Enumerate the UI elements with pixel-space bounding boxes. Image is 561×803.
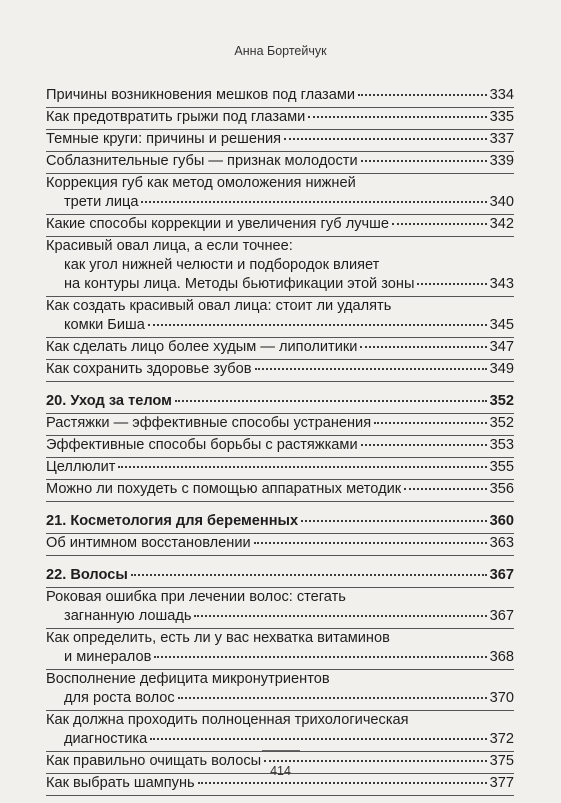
toc-entry-title: Как создать красивый овал лица: стоит ли удалять <box>46 298 392 314</box>
toc-entry-rule <box>46 501 514 502</box>
toc-entry-line <box>46 730 514 749</box>
toc-entry-title: Растяжки — эффективные способы устранения <box>46 415 372 431</box>
toc-leader-dots <box>404 488 487 490</box>
toc-page-number: 353 <box>489 437 514 453</box>
toc-entry-line <box>46 297 514 316</box>
toc-entry-title: на контуры лица. Методы бьютификации этой зоны <box>64 276 415 292</box>
toc-leader-dots <box>141 201 486 203</box>
toc-leader-dots <box>392 223 487 225</box>
toc-entry-line <box>46 316 514 335</box>
toc-entry-title: Как правильно очищать волосы <box>46 753 262 769</box>
toc-entry-title: для роста волос <box>64 690 175 706</box>
toc-leader-dots <box>264 760 487 762</box>
toc-page-number: 360 <box>489 513 514 529</box>
toc-leader-dots <box>308 116 486 118</box>
toc-entry-line <box>46 130 514 149</box>
toc-page-number: 342 <box>489 216 514 232</box>
toc-entry-line <box>46 648 514 667</box>
toc-entry <box>46 480 514 502</box>
toc-entry-title: Об интимном восстановлении <box>46 535 251 551</box>
toc-page-number: 349 <box>489 361 514 377</box>
toc-page-number: 363 <box>489 535 514 551</box>
toc-entry-line <box>46 237 514 256</box>
toc-leader-dots <box>118 466 486 468</box>
toc-entry-title: Темные круги: причины и решения <box>46 131 282 147</box>
toc-page-number: 337 <box>489 131 514 147</box>
toc-page-number: 347 <box>489 339 514 355</box>
toc-entry <box>46 670 514 711</box>
toc-entry-title: Как предотвратить грыжи под глазами <box>46 109 306 125</box>
toc-leader-dots <box>198 782 487 784</box>
toc-entry-title: Целлюлит <box>46 459 116 475</box>
toc-leader-dots <box>150 738 486 740</box>
toc-entry-line <box>46 436 514 455</box>
toc-leader-dots <box>255 368 487 370</box>
toc-entry-title: Можно ли похудеть с помощью аппаратных методик <box>46 481 402 497</box>
toc-entry-title: 20. Уход за телом <box>46 393 172 409</box>
toc-page-number: 370 <box>489 690 514 706</box>
toc-entry-line <box>46 174 514 193</box>
toc-entry-line <box>46 588 514 607</box>
toc-entry <box>46 360 514 382</box>
toc-entry-title: Как выбрать шампунь <box>46 775 195 791</box>
toc-entry-line <box>46 215 514 234</box>
toc-entry-title: как угол нижней челюсти и подбородок влияет <box>64 257 380 273</box>
toc-page-number: 372 <box>489 731 514 747</box>
toc-entry-title: Коррекция губ как метод омоложения нижней <box>46 175 356 191</box>
toc-entry-title: Как сделать лицо более худым — липолитики <box>46 339 358 355</box>
toc-leader-dots <box>284 138 487 140</box>
toc-entry-line <box>46 414 514 433</box>
toc-entry-title: Красивый овал лица, а если точнее: <box>46 238 293 254</box>
toc-leader-dots <box>301 520 487 522</box>
toc-leader-dots <box>254 542 487 544</box>
toc-entry-title: Эффективные способы борьбы с растяжками <box>46 437 358 453</box>
toc-entry-rule <box>46 555 514 556</box>
toc-entry-title: Как должна проходить полноценная трихологическая <box>46 712 409 728</box>
toc-entry-line <box>46 86 514 105</box>
toc-entry <box>46 174 514 215</box>
toc-page-number: 334 <box>489 87 514 103</box>
toc-leader-dots <box>360 346 486 348</box>
toc-entry-title: Восполнение дефицита микронутриентов <box>46 671 330 687</box>
toc-entry-title: трети лица <box>64 194 139 210</box>
toc-page-number: 377 <box>489 775 514 791</box>
toc-entry-title: Как определить, есть ли у вас нехватка витаминов <box>46 630 390 646</box>
toc-page-number: 375 <box>489 753 514 769</box>
toc-entry <box>46 436 514 458</box>
toc-page-number: 368 <box>489 649 514 665</box>
toc-page-number: 355 <box>489 459 514 475</box>
toc-leader-dots <box>417 283 486 285</box>
toc-leader-dots <box>361 444 487 446</box>
toc-entry-title: диагностика <box>64 731 148 747</box>
toc-entry <box>46 338 514 360</box>
toc-entry-title: комки Биша <box>64 317 145 333</box>
toc-entry-line <box>46 480 514 499</box>
toc-entry-line <box>46 152 514 171</box>
toc-entry-title: Соблазнительные губы — признак молодости <box>46 153 358 169</box>
toc-entry-line <box>46 711 514 730</box>
toc-entry-line <box>46 360 514 379</box>
toc-entry-line <box>46 338 514 357</box>
toc-entry-rule <box>46 795 514 796</box>
toc-page-number: 340 <box>489 194 514 210</box>
toc-entry-line <box>46 275 514 294</box>
toc-page-number: 352 <box>489 415 514 431</box>
toc-page-number: 367 <box>489 608 514 624</box>
toc-entry-rule <box>46 381 514 382</box>
toc-entry-line <box>46 670 514 689</box>
toc-entry-line <box>46 256 514 275</box>
table-of-contents <box>46 86 514 796</box>
toc-entry-title: Как сохранить здоровье зубов <box>46 361 252 377</box>
toc-entry-line <box>46 392 514 411</box>
toc-entry <box>46 414 514 436</box>
toc-leader-dots <box>154 656 486 658</box>
toc-page-number: 343 <box>489 276 514 292</box>
toc-leader-dots <box>361 160 487 162</box>
toc-entry <box>46 458 514 480</box>
toc-entry <box>46 86 514 108</box>
toc-entry-line <box>46 193 514 212</box>
toc-entry <box>46 588 514 629</box>
toc-entry-title: и минералов <box>64 649 152 665</box>
toc-entry-title: 21. Косметология для беременных <box>46 513 299 529</box>
toc-leader-dots <box>131 574 487 576</box>
toc-entry <box>46 152 514 174</box>
toc-entry <box>46 512 514 534</box>
toc-leader-dots <box>178 697 487 699</box>
toc-page-number: 339 <box>489 153 514 169</box>
toc-leader-dots <box>148 324 487 326</box>
toc-leader-dots <box>374 422 487 424</box>
toc-entry-line <box>46 566 514 585</box>
toc-entry-line <box>46 458 514 477</box>
toc-page-number: 352 <box>489 393 514 409</box>
toc-leader-dots <box>358 94 487 96</box>
toc-entry <box>46 392 514 414</box>
toc-entry-title: загнанную лошадь <box>64 608 192 624</box>
toc-entry-line <box>46 607 514 626</box>
toc-entry-title: Какие способы коррекции и увеличения губ лучше <box>46 216 389 232</box>
toc-page-number: 367 <box>489 567 514 583</box>
toc-entry <box>46 108 514 130</box>
toc-leader-dots <box>175 400 487 402</box>
toc-entry-line <box>46 512 514 531</box>
toc-page-number: 335 <box>489 109 514 125</box>
toc-entry-line <box>46 629 514 648</box>
toc-entry <box>46 130 514 152</box>
running-header-author: Анна Бортейчук <box>234 44 327 58</box>
toc-entry <box>46 629 514 670</box>
toc-leader-dots <box>194 615 486 617</box>
page-number: 414 <box>270 764 291 778</box>
toc-entry <box>46 566 514 588</box>
toc-entry-title: Роковая ошибка при лечении волос: стегать <box>46 589 346 605</box>
toc-page-number: 356 <box>489 481 514 497</box>
toc-entry-line <box>46 689 514 708</box>
toc-page-number: 345 <box>489 317 514 333</box>
toc-entry <box>46 237 514 297</box>
toc-entry-title: Причины возникновения мешков под глазами <box>46 87 356 103</box>
toc-entry-title: 22. Волосы <box>46 567 128 583</box>
toc-entry <box>46 534 514 556</box>
toc-entry-line <box>46 534 514 553</box>
toc-entry-line <box>46 108 514 127</box>
footer-divider <box>262 750 300 751</box>
toc-entry <box>46 711 514 752</box>
toc-entry <box>46 297 514 338</box>
toc-entry <box>46 215 514 237</box>
